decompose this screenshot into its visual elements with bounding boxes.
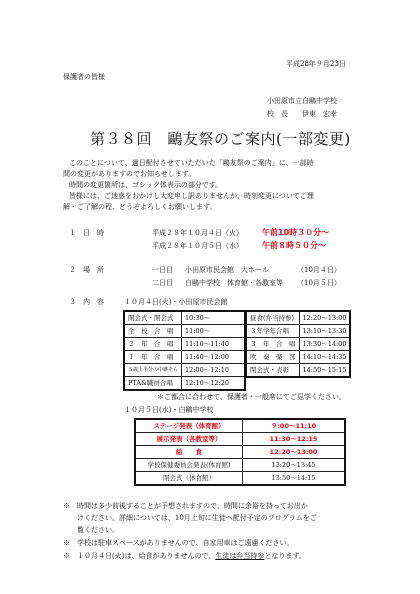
event-date-day1: 平成２８年１０月４日（火） — [152, 229, 243, 237]
venue-day-label: 二日目 — [152, 279, 173, 287]
program-time-changed: 11:30～12:15 — [243, 433, 346, 446]
venue-date: （10月５日） — [297, 279, 341, 287]
table-row — [135, 446, 345, 459]
table-row — [124, 351, 245, 364]
program-item-changed: ステージ発表（体育館） — [135, 419, 243, 433]
program-item: 全 校 合 唱 — [124, 325, 182, 338]
program-time: 11:40～12:00 — [182, 351, 246, 364]
section-date-label: １ 日 時 — [69, 229, 104, 237]
table-row — [246, 364, 350, 378]
program-time: 12:00～12:10 — [182, 364, 246, 377]
venue-date: （10月４日） — [297, 266, 341, 274]
program-item-changed: 展示発表（各教室等） — [135, 433, 243, 446]
event-date-day2: 平成２８年１０月５日（水） — [152, 242, 243, 250]
program-item: ３ 年 合 唱 — [246, 338, 299, 351]
program-item: 吹 奏 楽 部 — [246, 351, 299, 364]
note-line: 覧ください。 — [63, 526, 119, 534]
program-time: 13:50～14:15 — [243, 472, 346, 486]
table-row — [246, 311, 350, 325]
table-row — [124, 325, 245, 338]
table-row — [124, 364, 245, 377]
recipient: 保護者の皆様 — [63, 73, 105, 81]
table-row — [124, 377, 245, 391]
school-name: 小田原市立白鷗中学校 — [267, 97, 337, 105]
day1-program-table-right — [245, 310, 351, 378]
program-time: 12:10～12:20 — [182, 377, 246, 391]
intro-line: 時間の変更箇所は、ゴシック体表示の部分です。 — [69, 181, 223, 189]
principal-name: 校 長 伊東 宏幸 — [267, 110, 337, 118]
program-item: ３年学年合唱 — [246, 325, 299, 338]
day1-note: ＊ご都合に合わせて、保護者・一般席にてご見学ください。 — [157, 393, 346, 401]
venue-day-label: 一日目 — [152, 266, 173, 274]
table-row — [246, 351, 350, 364]
program-time: 10:30～ — [182, 311, 246, 325]
start-time-day2: 午前８時５０分～ — [262, 241, 326, 250]
note-lunch-suffix: となります。 — [264, 552, 306, 560]
intro-line: このことについて、過日配付させていただいた「鷗友祭のご案内」に、一部時 — [69, 159, 314, 167]
program-time: 13:30～14:00 — [299, 338, 350, 351]
program-item: １ 年 合 唱 — [124, 351, 182, 364]
start-time-day1: 午前10時３０分～ — [262, 228, 330, 237]
day2-program-table — [134, 418, 346, 486]
section-place-label: ２ 場 所 — [69, 266, 104, 274]
program-item: 学校保健委員会発表(体育館) — [135, 459, 243, 472]
page-title: 第３８回 鷗友祭のご案内(一部変更) — [90, 130, 351, 148]
venue-name: 小田原市民会館 大ホール — [185, 266, 269, 274]
program-item: ５歳上半分の中継そら — [124, 364, 182, 377]
note-line-lunch — [63, 552, 306, 561]
document-date: 平成28年９月23日 — [286, 60, 346, 68]
note-lunch-prefix: ※ １０月４日(火)は、給食がありませんので、 — [63, 552, 216, 560]
program-item: 閉会式（体育館） — [135, 472, 243, 486]
table-row — [135, 472, 345, 486]
table-row — [246, 338, 350, 351]
note-line: けください。詳細については、10月上旬に生徒へ配付予定のプログラムをご — [63, 514, 317, 522]
program-item: 開会式・開会式 — [124, 311, 182, 325]
day2-heading: １０月５日(水)・白鷗中学校 — [124, 406, 214, 414]
program-item-changed: 給 食 — [135, 446, 243, 459]
intro-line: 解・ご了解の程、どうぞよろしくお願いします。 — [63, 203, 217, 211]
note-line: ※ 学校は駐車スペースがありませんので、自家用車はご遠慮ください。 — [63, 539, 294, 547]
program-item: ２ 年 合 唱 — [124, 338, 182, 351]
section-content-label: ３ 内 容 — [69, 298, 104, 306]
program-time: 13:20～13:45 — [243, 459, 346, 472]
program-item: 昼食(弁当持参) — [246, 311, 299, 325]
intro-line: 皆様には、ご迷惑をおかけし大変申し訳ありませんが、時刻変更についてご理 — [69, 192, 314, 200]
program-time-changed: 12:20～13:00 — [243, 446, 346, 459]
intro-line: 間の変更がありますのでお知らせします。 — [63, 170, 196, 178]
venue-name: 白鷗中学校 体育館・各教室等 — [185, 279, 283, 287]
table-row — [124, 338, 245, 351]
day1-program-table-left — [123, 310, 246, 391]
note-lunch-emphasis: 生徒は弁当持参 — [215, 552, 265, 560]
program-time: 12:20～13:00 — [299, 311, 350, 325]
table-row — [246, 325, 350, 338]
day1-heading: １０月４日(火)・小田原市民会館 — [124, 298, 228, 306]
program-time: 11:10～11:40 — [182, 338, 246, 351]
program-time: 14:10～14:35 — [299, 351, 350, 364]
program-time: 14:50～15:15 — [299, 364, 350, 378]
table-row — [135, 459, 345, 472]
program-time-changed: ９:00～11:10 — [243, 419, 346, 433]
table-row — [135, 419, 345, 433]
program-item: PTA&職員合唱 — [124, 377, 182, 391]
table-row — [124, 311, 245, 325]
table-row — [135, 433, 345, 446]
program-time: 11:00～ — [182, 325, 246, 338]
program-time: 13:10～13:30 — [299, 325, 350, 338]
note-line: ※ 時間は多少前後することが予想されますので、時間に余裕を持ってお出か — [63, 502, 308, 510]
program-item: 閉会式・表彰 — [246, 364, 299, 378]
